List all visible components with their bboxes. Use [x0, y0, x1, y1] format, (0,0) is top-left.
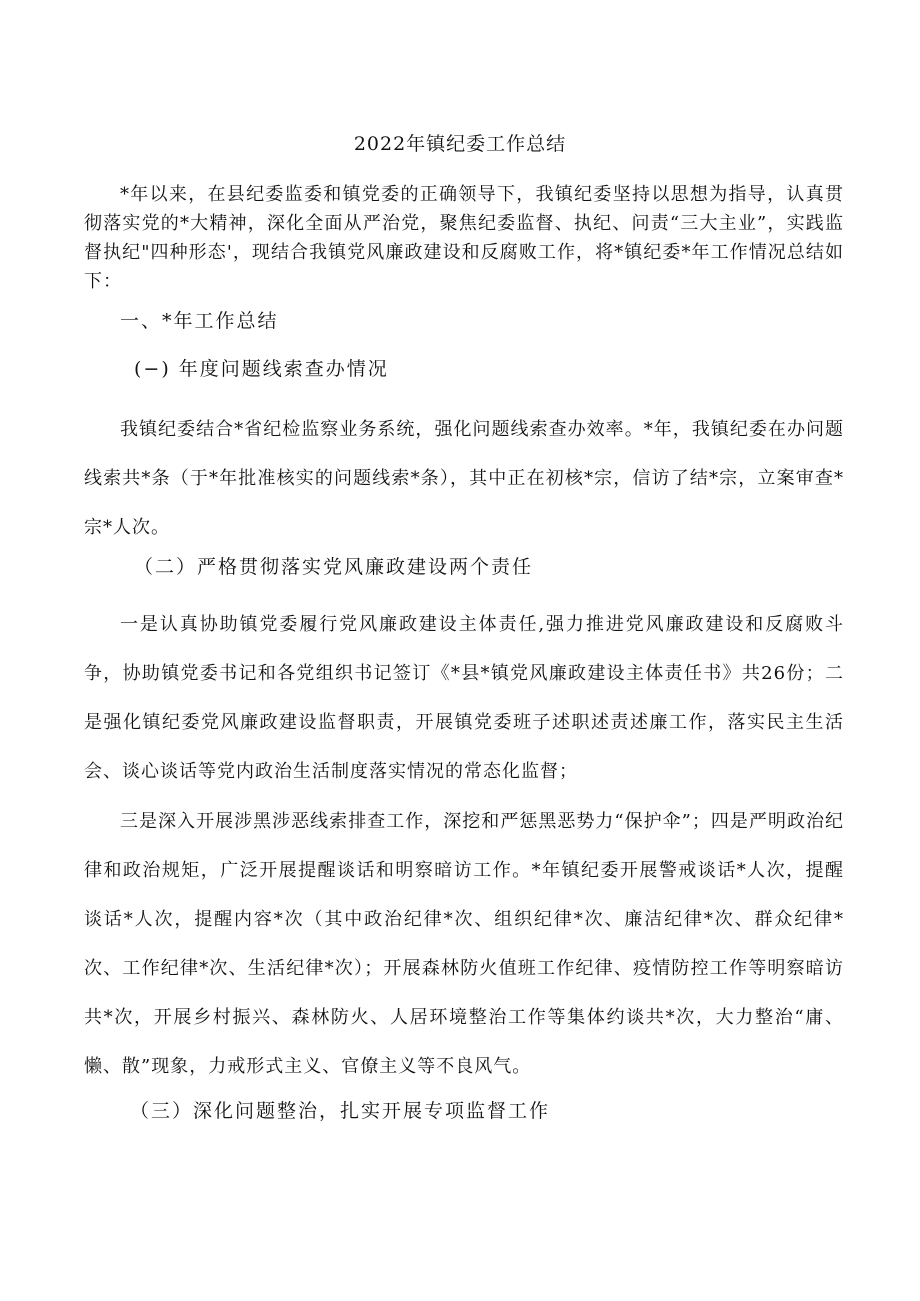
subsection-2-paragraph-1: 一是认真协助镇党委履行党风廉政建设主体责任,强力推进党风廉政建设和反腐败斗争，协助镇党委书记和各党组织书记签订《*县*镇党风廉政建设主体责任书》共26份；二是强化镇纪委党风廉政建设监督职责，开展镇党委班子述职述责述廉工作，落实民主生活会、谈心谈话等党内政治生活制度落实情况的常态化监督； — [84, 614, 844, 782]
intro-paragraph: *年以来，在县纪委监委和镇党委的正确领导下，我镇纪委坚持以思想为指导，认真贯彻落实党的*大精神，深化全面从严治党，聚焦纪委监督、执纪、问责“三大主业”，实践监督执纪"四种形态'，现结合我镇党风廉政建设和反腐败工作，将*镇纪委*年工作情况总结如下： — [84, 184, 844, 292]
section-heading-1: 一、*年工作总结 — [120, 310, 279, 332]
subsection-2-paragraph-2: 三是深入开展涉黑涉恶线索排查工作，深挖和严惩黑恶势力“保护伞”；四是严明政治纪律和政治规矩，广泛开展提醒谈话和明察暗访工作。*年镇纪委开展警戒谈话*人次，提醒谈话*人次，提醒内容*次（其中政治纪律*次、组织纪律*次、廉洁纪律*次、群众纪律*次、工作纪律*次、生活纪律*次）；开展森林防火值班工作纪律、疫情防控工作等明察暗访共*次，开展乡村振兴、森林防火、人居环境整治工作等集体约谈共*次，大力整治“庸、懒、散”现象，力戒形式主义、官僚主义等不良风气。 — [84, 811, 844, 1077]
document-title: 2022年镇纪委工作总结 — [353, 133, 567, 155]
subsection-1-paragraph: 我镇纪委结合*省纪检监察业务系统，强化问题线索查办效率。*年，我镇纪委在办问题线索共*条（于*年批准核实的问题线索*条），其中正在初核*宗，信访了结*宗，立案审查*宗*人次。 — [84, 419, 844, 538]
subsection-heading-1: (−) 年度问题线索查办情况 — [134, 358, 389, 380]
subsection-heading-3: （三）深化问题整治，扎实开展专项监督工作 — [130, 1100, 551, 1122]
subsection-heading-2: （二）严格贯彻落实党风廉政建设两个责任 — [134, 556, 534, 578]
